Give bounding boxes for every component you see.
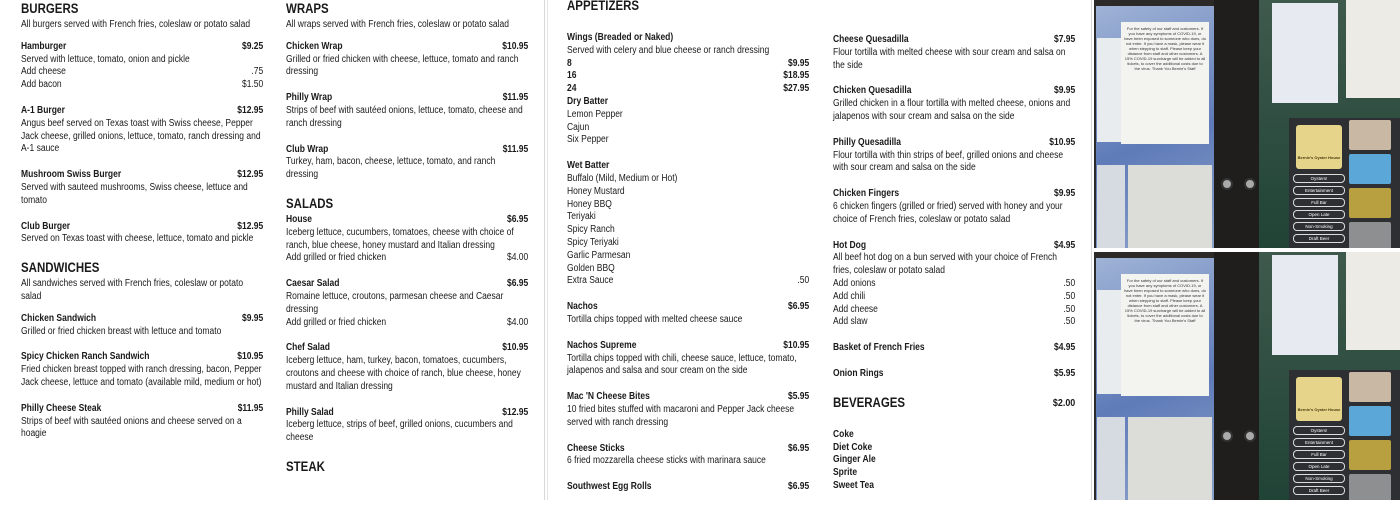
covid-notice: For the safety of our staff and customers. If you have any symptoms of COVID-19, or have been exposed to someone who does, do not enter. If you have a mask, please wear it when stepping to staff. Please keep your distance from staff and other customers. A 15% COVID-19 surcharge will be added to all tickets, to cover the additional costs due to the virus. Thank You Bernie's Staff — [1121, 274, 1209, 396]
item-name: Chef Salad — [286, 342, 330, 354]
option-label: 16 — [567, 70, 577, 82]
item-price: $6.95 — [787, 481, 810, 493]
feature-badge: Oysters! — [1293, 174, 1345, 183]
option-price: $1.50 — [241, 79, 264, 91]
item-price: $10.95 — [237, 351, 264, 363]
item-name: Spicy Chicken Ranch Sandwich — [21, 351, 150, 363]
item-price: $10.95 — [783, 339, 810, 351]
item-description: Served with lettuce, tomato, onion and pickle — [21, 53, 190, 65]
option-label: Honey Mustard — [567, 185, 625, 197]
option-label: Add slaw — [833, 316, 868, 328]
item-name: Mac 'N Cheese Bites — [567, 391, 650, 403]
food-image — [1349, 372, 1391, 402]
option-price: $18.95 — [783, 70, 810, 82]
item-price: $6.95 — [787, 301, 810, 313]
covid-notice: For the safety of our staff and customers. If you have any symptoms of COVID-19, or have been exposed to someone who does, do not enter. If you have a mask, please wear it when stepping to staff. Please keep your distance from staff and other customers. A 15% COVID-19 surcharge will be added to all tickets, to cover the additional costs due to the virus. Thank You Bernie's Staff — [1121, 22, 1209, 144]
menu-page-1 — [0, 0, 545, 500]
item-option — [567, 173, 809, 186]
item-header — [286, 214, 528, 227]
section-title — [21, 260, 263, 276]
restaurant-logo: Bernie's Oyster House — [1296, 125, 1342, 169]
menu-item — [833, 240, 1075, 330]
item-description: Served with celery and blue cheese or ranch dressing — [567, 44, 770, 56]
item-description: Tortilla chips topped with chili, cheese sauce, lettuce, tomato, jalapenos and salsa and sour cream on the side — [567, 352, 797, 377]
item-option — [833, 442, 1075, 455]
section-description: All sandwiches served with French fries, coleslaw or potato salad — [21, 278, 244, 302]
menu-section — [833, 395, 1075, 493]
menu-item — [21, 105, 263, 156]
item-price: $11.95 — [502, 92, 529, 104]
menu-item — [286, 92, 528, 130]
option-price: $9.95 — [787, 57, 810, 69]
posted-paper — [1097, 38, 1121, 142]
feature-badge: Oysters! — [1293, 426, 1345, 435]
item-description: Strips of beef with sautéed onions and cheese served on a hoagie — [21, 415, 242, 440]
menu-item — [21, 313, 263, 339]
merch-poster — [1346, 252, 1400, 350]
item-header — [21, 351, 263, 364]
option-price: .50 — [1063, 277, 1076, 289]
knob-icon — [1221, 178, 1233, 190]
section-title — [567, 0, 809, 14]
option-label: Add grilled or fried chicken — [286, 316, 387, 328]
item-header — [833, 342, 1075, 355]
item-header — [833, 188, 1075, 201]
item-header — [21, 41, 263, 54]
item-header — [286, 92, 528, 105]
item-name: Chicken Fingers — [833, 188, 900, 200]
item-name: House — [286, 213, 312, 225]
item-header — [567, 340, 809, 353]
badge-list — [1293, 426, 1345, 498]
feature-badge: Full Bar — [1293, 450, 1345, 459]
item-description: Grilled or fried chicken with cheese, lettuce, tomato and ranch dressing — [286, 53, 519, 78]
item-description: 6 chicken fingers (grilled or fried) served with honey and your choice of French fries, coleslaw or potato salad — [833, 200, 1063, 225]
item-description: Strips of beef with sautéed onions, lettuce, tomato, cheese and ranch dressing — [286, 104, 523, 129]
food-image — [1349, 440, 1391, 470]
item-price: $5.95 — [1053, 367, 1076, 379]
item-header — [833, 137, 1075, 150]
menu-item — [21, 403, 263, 441]
item-description: Grilled or fried chicken breast with lettuce and tomato — [21, 325, 222, 337]
item-option — [833, 454, 1075, 467]
item-description: Iceberg lettuce, strips of beef, grilled onions, cucumbers and cheese — [286, 419, 513, 444]
item-option — [567, 109, 809, 122]
item-description: Angus beef served on Texas toast with Swiss cheese, Pepper Jack cheese, grilled onions, lettuce, tomato, ranch dressing and A-1 sauce — [21, 117, 261, 155]
section-description: All burgers served with French fries, coleslaw or potato salad — [21, 19, 251, 30]
option-label: Honey BBQ — [567, 198, 612, 210]
item-price: $9.95 — [1053, 85, 1076, 97]
item-price: $6.95 — [506, 213, 529, 225]
section-heading: SANDWICHES — [21, 260, 100, 276]
feature-badge: Entertainment — [1293, 438, 1345, 447]
item-header — [833, 368, 1075, 381]
option-label: Spicy Teriyaki — [567, 236, 619, 248]
option-price: .50 — [1063, 303, 1076, 315]
option-label: Lemon Pepper — [567, 108, 623, 120]
item-name: Hot Dog — [833, 239, 867, 251]
menu-item — [286, 342, 528, 393]
item-name: Nachos — [567, 301, 598, 313]
item-option — [21, 79, 263, 92]
option-label: Add grilled or fried chicken — [286, 252, 387, 264]
menu-page-2 — [547, 0, 1092, 500]
item-header — [21, 403, 263, 416]
option-price: .50 — [1063, 316, 1076, 328]
option-label: Dry Batter — [567, 95, 609, 107]
option-label: Teriyaki — [567, 211, 596, 223]
item-header — [567, 32, 809, 45]
menu-item — [21, 169, 263, 207]
posted-menu — [1128, 165, 1212, 248]
item-name: Club Wrap — [286, 143, 329, 155]
option-label: Spicy Ranch — [567, 224, 615, 236]
option-price: .75 — [251, 66, 264, 78]
menu-section — [21, 260, 263, 441]
section-heading: SALADS — [286, 195, 334, 211]
restaurant-logo: Bernie's Oyster House — [1296, 377, 1342, 421]
item-header — [21, 313, 263, 326]
item-option — [567, 199, 809, 212]
option-price: $4.00 — [506, 316, 529, 328]
item-option — [567, 237, 809, 250]
option-price: .50 — [797, 275, 810, 287]
item-option — [286, 252, 528, 265]
section-title — [286, 196, 528, 212]
menu-item — [286, 278, 528, 329]
menu-item — [286, 144, 528, 182]
item-header — [286, 342, 528, 355]
item-description: Romaine lettuce, croutons, parmesan cheese and Caesar dressing — [286, 290, 504, 315]
section-title — [833, 395, 1075, 411]
item-price: $9.95 — [241, 312, 264, 324]
storefront-photo — [1094, 252, 1400, 500]
option-label: Cajun — [567, 121, 590, 133]
knob-icon — [1244, 430, 1256, 442]
feature-badge: Non-Smoking — [1293, 474, 1345, 483]
menu-column — [833, 34, 1075, 507]
restaurant-poster — [1289, 118, 1400, 248]
item-header — [567, 301, 809, 314]
option-label: Garlic Parmesan — [567, 249, 631, 261]
item-name: Basket of French Fries — [833, 342, 925, 354]
food-image — [1349, 222, 1391, 248]
item-description: Served on Texas toast with cheese, lettuce, tomato and pickle — [21, 233, 254, 245]
item-header — [286, 144, 528, 157]
menu-item — [21, 221, 263, 247]
option-label: Add cheese — [833, 303, 878, 315]
item-price: $5.95 — [787, 391, 810, 403]
item-option — [567, 70, 809, 83]
section-price: $2.00 — [1052, 396, 1076, 409]
option-label: Diet Coke — [833, 441, 873, 453]
food-image — [1349, 406, 1391, 436]
item-name: Onion Rings — [833, 367, 884, 379]
item-name: Philly Wrap — [286, 92, 333, 104]
item-header — [286, 41, 528, 54]
knob-icon — [1244, 178, 1256, 190]
item-price: $6.95 — [506, 278, 529, 290]
menu-item — [833, 85, 1075, 123]
item-name: Wings (Breaded or Naked) — [567, 32, 674, 43]
item-header — [567, 443, 809, 456]
feature-badge: Open Late — [1293, 462, 1345, 471]
item-option — [567, 224, 809, 237]
posted-paper — [1097, 417, 1125, 500]
menu-item — [286, 407, 528, 445]
food-image — [1349, 474, 1391, 500]
item-price: $6.95 — [787, 442, 810, 454]
item-header — [21, 221, 263, 234]
item-description: Grilled chicken in a flour tortilla with melted cheese, onions and jalapenos with sour cream and salsa on the side — [833, 98, 1071, 122]
section-heading: BURGERS — [21, 1, 79, 16]
section-description: All wraps served with French fries, coleslaw or potato salad — [286, 19, 509, 30]
item-name: Philly Salad — [286, 406, 334, 418]
item-name: Mushroom Swiss Burger — [21, 169, 122, 181]
item-price: $11.95 — [502, 143, 529, 155]
menu-item — [833, 188, 1075, 226]
item-header — [21, 169, 263, 182]
item-option — [833, 480, 1075, 493]
menu-section — [567, 0, 809, 494]
item-price: $10.95 — [502, 40, 529, 52]
feature-badge: Draft Beer — [1293, 234, 1345, 243]
merch-poster — [1272, 3, 1338, 103]
option-label: Sprite — [833, 467, 858, 479]
item-header — [567, 160, 809, 173]
item-header — [567, 391, 809, 404]
menu-item — [286, 214, 528, 265]
option-label: Extra Sauce — [567, 275, 614, 287]
item-price: $4.95 — [1053, 342, 1076, 354]
item-option — [567, 134, 809, 147]
option-label: 8 — [567, 57, 572, 69]
option-label: Ginger Ale — [833, 454, 876, 466]
cabinet-frame — [1214, 252, 1259, 500]
section-heading: BEVERAGES — [833, 394, 906, 410]
item-name: Chicken Quesadilla — [833, 85, 912, 97]
item-option — [567, 122, 809, 135]
item-header — [286, 407, 528, 420]
item-header — [833, 240, 1075, 253]
menu-column — [21, 1, 263, 455]
item-header — [567, 481, 809, 494]
menu-column — [567, 0, 809, 508]
restaurant-poster — [1289, 370, 1400, 500]
menu-section — [21, 1, 263, 246]
menu-item — [833, 34, 1075, 72]
item-description: Served with sauteed mushrooms, Swiss cheese, lettuce and tomato — [21, 181, 248, 206]
item-name: Club Burger — [21, 220, 71, 232]
item-price: $9.95 — [1053, 188, 1076, 200]
item-header — [833, 34, 1075, 47]
option-label: Sweet Tea — [833, 479, 874, 491]
item-option — [833, 291, 1075, 304]
feature-badge: Non-Smoking — [1293, 222, 1345, 231]
item-option — [833, 278, 1075, 291]
item-name: Chicken Sandwich — [21, 312, 97, 324]
item-price: $12.95 — [237, 169, 264, 181]
menu-item — [833, 342, 1075, 355]
option-price: $27.95 — [783, 83, 810, 95]
item-option — [567, 275, 809, 288]
item-name: Cheese Sticks — [567, 442, 625, 454]
item-price: $9.25 — [241, 40, 264, 52]
menu-item — [286, 41, 528, 79]
item-option — [833, 429, 1075, 442]
item-option — [567, 211, 809, 224]
item-header — [286, 278, 528, 291]
item-price: $10.95 — [1049, 136, 1076, 148]
knob-icon — [1221, 430, 1233, 442]
item-name: Hamburger — [21, 40, 67, 52]
item-option — [833, 316, 1075, 329]
item-description: 6 fried mozzarella cheese sticks with marinara sauce — [567, 455, 766, 467]
option-label: Six Pepper — [567, 134, 609, 146]
item-description: Tortilla chips topped with melted cheese sauce — [567, 313, 743, 325]
item-description: Iceberg lettuce, ham, turkey, bacon, tomatoes, cucumbers, croutons and cheese with choice of ranch, blue cheese, honey mustard and Italian dressing — [286, 355, 521, 392]
section-title — [21, 1, 263, 17]
menu-item — [567, 443, 809, 469]
menu-item — [21, 41, 263, 92]
menu-item — [21, 351, 263, 389]
item-name: Nachos Supreme — [567, 339, 637, 351]
item-option — [567, 186, 809, 199]
item-description: 10 fried bites stuffed with macaroni and Pepper Jack cheese served with ranch dressing — [567, 403, 795, 428]
item-name: Chicken Wrap — [286, 40, 343, 52]
item-option — [286, 317, 528, 330]
item-option — [833, 304, 1075, 317]
item-description: Flour tortilla with thin strips of beef, grilled onions and cheese with sour cream and salsa on the side — [833, 149, 1064, 174]
feature-badge: Full Bar — [1293, 198, 1345, 207]
feature-badge: Open Late — [1293, 210, 1345, 219]
menu-column — [286, 1, 528, 489]
cabinet-frame — [1214, 0, 1259, 248]
item-option — [567, 58, 809, 71]
item-header — [21, 105, 263, 118]
item-option — [567, 96, 809, 109]
item-price: $12.95 — [237, 104, 264, 116]
item-name: Wet Batter — [567, 160, 610, 172]
menu-item — [567, 301, 809, 327]
item-price: $7.95 — [1053, 34, 1076, 45]
item-price: $10.95 — [502, 342, 529, 354]
item-name: Philly Quesadilla — [833, 136, 902, 148]
option-label: Add bacon — [21, 79, 62, 91]
menu-item — [567, 340, 809, 378]
item-option — [567, 250, 809, 263]
option-label: Add cheese — [21, 66, 66, 78]
posted-menu — [1128, 417, 1212, 500]
item-option — [833, 467, 1075, 480]
storefront-photo — [1094, 0, 1400, 248]
item-price: $4.95 — [1053, 239, 1076, 251]
menu-item — [567, 32, 809, 147]
merch-poster — [1346, 0, 1400, 98]
section-heading: APPETIZERS — [567, 0, 640, 13]
item-name: Cheese Quesadilla — [833, 34, 909, 45]
menu-item — [567, 160, 809, 288]
item-price: $11.95 — [237, 402, 264, 414]
posted-paper — [1097, 290, 1121, 394]
item-name: Southwest Egg Rolls — [567, 481, 652, 493]
item-option — [567, 263, 809, 276]
menu-item — [567, 391, 809, 429]
section-heading: STEAK — [286, 458, 325, 474]
menu-item — [833, 137, 1075, 175]
menu-section — [286, 196, 528, 445]
item-name: Philly Cheese Steak — [21, 402, 102, 414]
food-image — [1349, 120, 1391, 150]
menu-section — [286, 459, 528, 475]
menu-item — [567, 481, 809, 494]
section-title — [286, 1, 528, 17]
merch-poster — [1272, 255, 1338, 355]
item-price: $12.95 — [502, 406, 529, 418]
option-label: Add chili — [833, 290, 866, 302]
item-description: Turkey, ham, bacon, cheese, lettuce, tomato, and ranch dressing — [286, 156, 496, 181]
menu-item — [833, 368, 1075, 381]
option-price: .50 — [1063, 290, 1076, 302]
menu-section — [286, 1, 528, 182]
option-label: Buffalo (Mild, Medium or Hot) — [567, 172, 678, 184]
food-image — [1349, 154, 1391, 184]
section-title — [286, 459, 528, 475]
food-image — [1349, 188, 1391, 218]
section-heading: WRAPS — [286, 1, 329, 16]
option-label: Coke — [833, 428, 854, 440]
option-label: 24 — [567, 83, 577, 95]
item-name: Caesar Salad — [286, 278, 340, 290]
option-label: Add onions — [833, 277, 876, 289]
feature-badge: Entertainment — [1293, 186, 1345, 195]
item-header — [833, 85, 1075, 98]
menu-section — [833, 34, 1075, 381]
item-option — [567, 83, 809, 96]
item-description: Flour tortilla with melted cheese with sour cream and salsa on the side — [833, 46, 1066, 71]
menu-item — [833, 429, 1075, 493]
item-name: A-1 Burger — [21, 104, 65, 116]
item-option — [21, 66, 263, 79]
item-description: Fried chicken breast topped with ranch dressing, bacon, Pepper Jack cheese, lettuce and tomato (available mild, medium or hot) — [21, 364, 262, 388]
option-price: $4.00 — [506, 252, 529, 264]
badge-list — [1293, 174, 1345, 246]
feature-badge: Draft Beer — [1293, 486, 1345, 495]
item-price: $12.95 — [237, 220, 264, 232]
posted-paper — [1097, 165, 1125, 248]
option-label: Golden BBQ — [567, 262, 615, 274]
item-description: Iceberg lettuce, cucumbers, tomatoes, cheese with choice of ranch, blue cheese, honey mustard and Italian dressing — [286, 226, 514, 251]
item-description: All beef hot dog on a bun served with your choice of French fries, coleslaw or potato salad — [833, 252, 1057, 277]
